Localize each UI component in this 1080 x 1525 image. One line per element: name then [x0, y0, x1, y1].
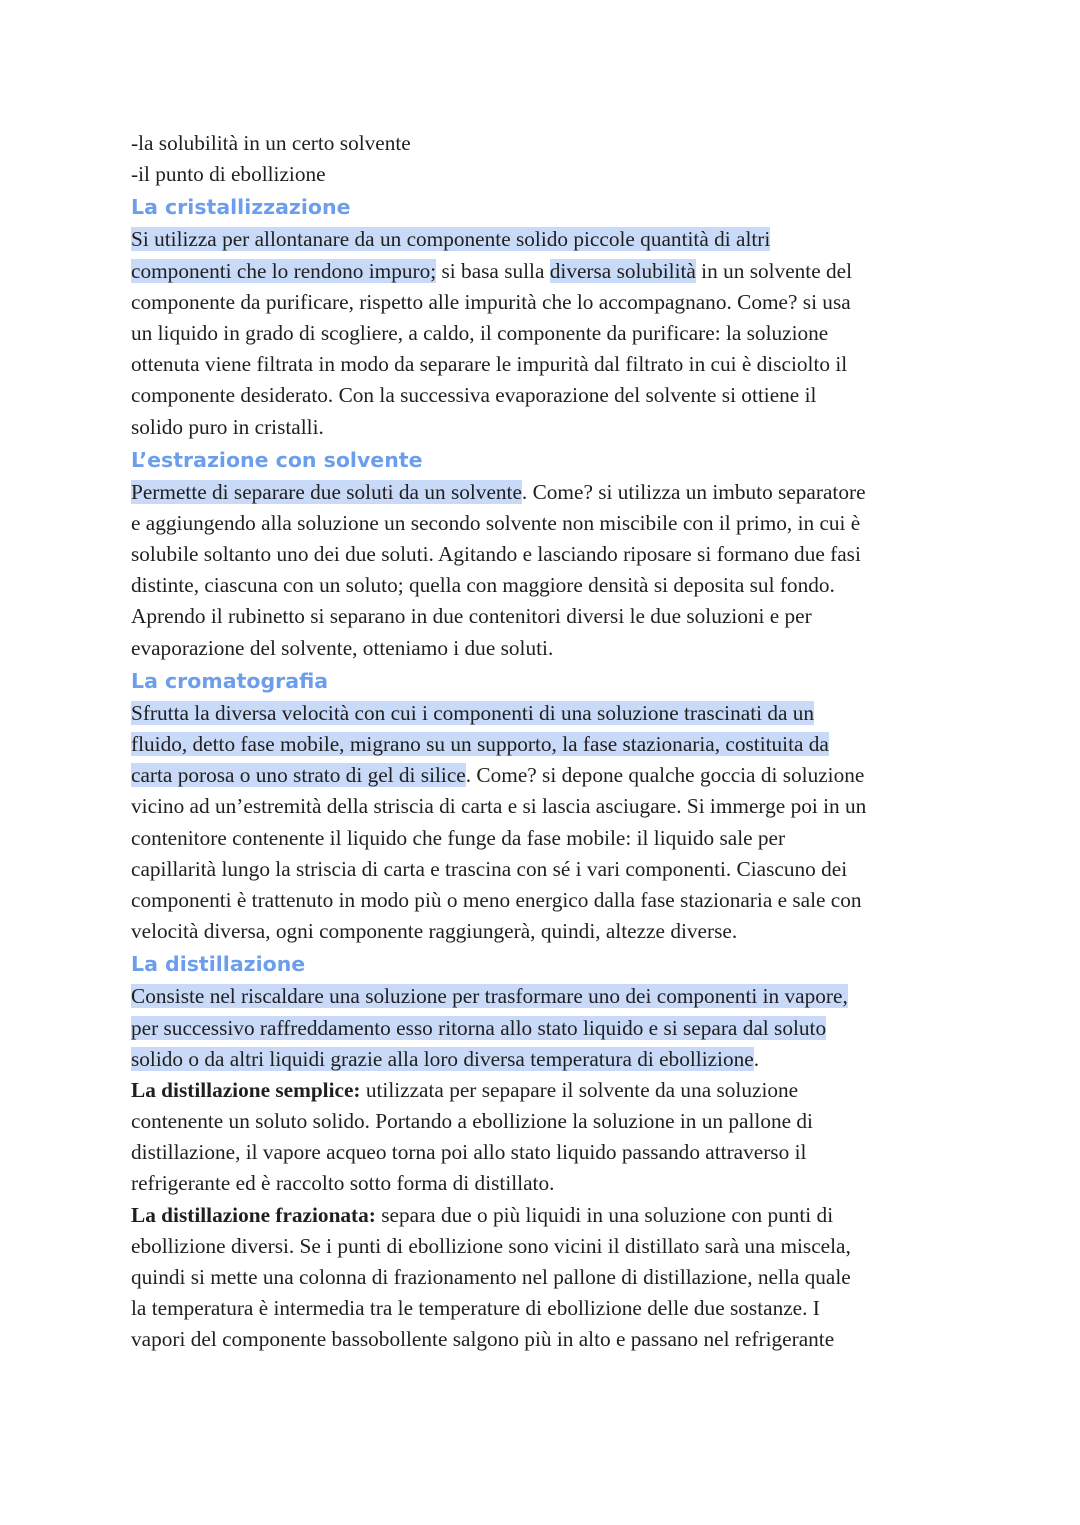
- text-run: si basa sulla: [436, 258, 550, 283]
- paragraph-line: distillazione, il vapore acqueo torna poi allo stato liquido passando attraverso il: [131, 1140, 807, 1165]
- bold-term: La distillazione frazionata:: [131, 1202, 376, 1227]
- paragraph-line: [131, 729, 961, 760]
- page-content: [131, 128, 961, 1356]
- heading-cromatografia: La cromatografia: [131, 668, 329, 693]
- paragraph-line: contenente un soluto solido. Portando a ebollizione la soluzione in un pallone di: [131, 1109, 813, 1134]
- paragraph-line: [131, 224, 961, 255]
- text-run: separa due o più liquidi in una soluzione con punti di: [375, 1202, 834, 1227]
- paragraph-line: distinte, ciascuna con un soluto; quella con maggiore densità si deposita sul fondo.: [131, 573, 835, 598]
- highlighted-text: Permette di separare due soluti da un solvente: [131, 479, 522, 504]
- paragraph-line: la temperatura è intermedia tra le temperature di ebollizione delle due sostanze. I: [131, 1296, 820, 1321]
- paragraph-line: capillarità lungo la striscia di carta e trascina con sé i vari componenti. Ciascuno dei: [131, 856, 848, 881]
- highlighted-text: fluido, detto fase mobile, migrano su un supporto, la fase stazionaria, costituita da: [131, 732, 829, 756]
- text-run: . Come? si depone qualche goccia di soluzione: [465, 763, 865, 788]
- paragraph-line: [131, 1075, 961, 1106]
- paragraph-line: e aggiungendo alla soluzione un secondo solvente non miscibile con il primo, in cui è: [131, 510, 861, 535]
- paragraph-line: [131, 1200, 961, 1231]
- text-run: . Come? si utilizza un imbuto separatore: [521, 479, 866, 504]
- intro-line: -il punto di ebollizione: [131, 162, 326, 187]
- highlighted-text: per successivo raffreddamento esso ritorna allo stato liquido e si separa dal soluto: [131, 1015, 827, 1040]
- paragraph-line: [131, 760, 961, 791]
- highlighted-text: solido o da altri liquidi grazie alla loro diversa temperatura di ebollizione: [131, 1046, 754, 1071]
- paragraph-line: vicino ad un’estremità della striscia di carta e si lascia asciugare. Si immerge poi in un: [131, 794, 867, 819]
- highlighted-text: carta porosa o uno strato di gel di silice: [131, 763, 466, 788]
- paragraph-line: evaporazione del solvente, otteniamo i due soluti.: [131, 635, 554, 660]
- paragraph-line: velocità diversa, ogni componente raggiungerà, quindi, altezze diverse.: [131, 919, 738, 944]
- paragraph-line: Aprendo il rubinetto si separano in due contenitori diversi le due soluzioni e per: [131, 604, 812, 629]
- paragraph-line: contenitore contenente il liquido che funge da fase mobile: il liquido sale per: [131, 825, 786, 850]
- paragraph-line: [131, 698, 961, 729]
- paragraph-line: [131, 1013, 961, 1044]
- paragraph-line: solido puro in cristalli.: [131, 414, 324, 439]
- paragraph-line: refrigerante ed è raccolto sotto forma di distillato.: [131, 1171, 555, 1196]
- paragraph-line: componenti è trattenuto in modo più o meno energico dalla fase stazionaria e sale con: [131, 887, 862, 912]
- highlighted-text: componenti che lo rendono impuro;: [131, 258, 437, 283]
- paragraph-line: ebollizione diversi. Se i punti di ebollizione sono vicini il distillato sarà una miscela,: [131, 1233, 851, 1258]
- text-run: in un solvente del: [695, 258, 853, 283]
- paragraph-line: solubile soltanto uno dei due soluti. Agitando e lasciando riposare si formano due fasi: [131, 542, 861, 567]
- paragraph-line: componente desiderato. Con la successiva evaporazione del solvente si ottiene il: [131, 383, 817, 408]
- heading-estrazione: L’estrazione con solvente: [131, 447, 423, 472]
- paragraph-line: [131, 477, 961, 508]
- highlighted-text: diversa solubilità: [549, 258, 696, 283]
- heading-distillazione: La distillazione: [131, 952, 306, 977]
- paragraph-line: ottenuta viene filtrata in modo da separare le impurità dal filtrato in cui è disciolto il: [131, 352, 848, 377]
- highlighted-text: Consiste nel riscaldare una soluzione per trasformare uno dei componenti in vapore,: [131, 984, 848, 1009]
- paragraph-line: [131, 1044, 961, 1075]
- highlighted-text: Si utilizza per allontanare da un componente solido piccole quantità di altri: [131, 227, 771, 252]
- intro-line: -la solubilità in un certo solvente: [131, 131, 411, 155]
- bold-term: La distillazione semplice:: [131, 1077, 361, 1102]
- text-run: .: [753, 1046, 760, 1071]
- paragraph-line: [131, 256, 961, 287]
- paragraph-line: componente da purificare, rispetto alle impurità che lo accompagnano. Come? si usa: [131, 289, 851, 314]
- highlighted-text: Sfrutta la diversa velocità con cui i componenti di una soluzione trascinati da un: [131, 700, 815, 725]
- heading-cristallizzazione: La cristallizzazione: [131, 195, 351, 220]
- text-run: utilizzata per sepapare il solvente da una soluzione: [360, 1077, 799, 1102]
- paragraph-line: vapori del componente bassobollente salgono più in alto e passano nel refrigerante: [131, 1327, 835, 1352]
- paragraph-line: quindi si mette una colonna di frazionamento nel pallone di distillazione, nella quale: [131, 1265, 851, 1289]
- paragraph-line: un liquido in grado di scogliere, a caldo, il componente da purificare: la soluzione: [131, 320, 829, 345]
- paragraph-line: [131, 981, 961, 1012]
